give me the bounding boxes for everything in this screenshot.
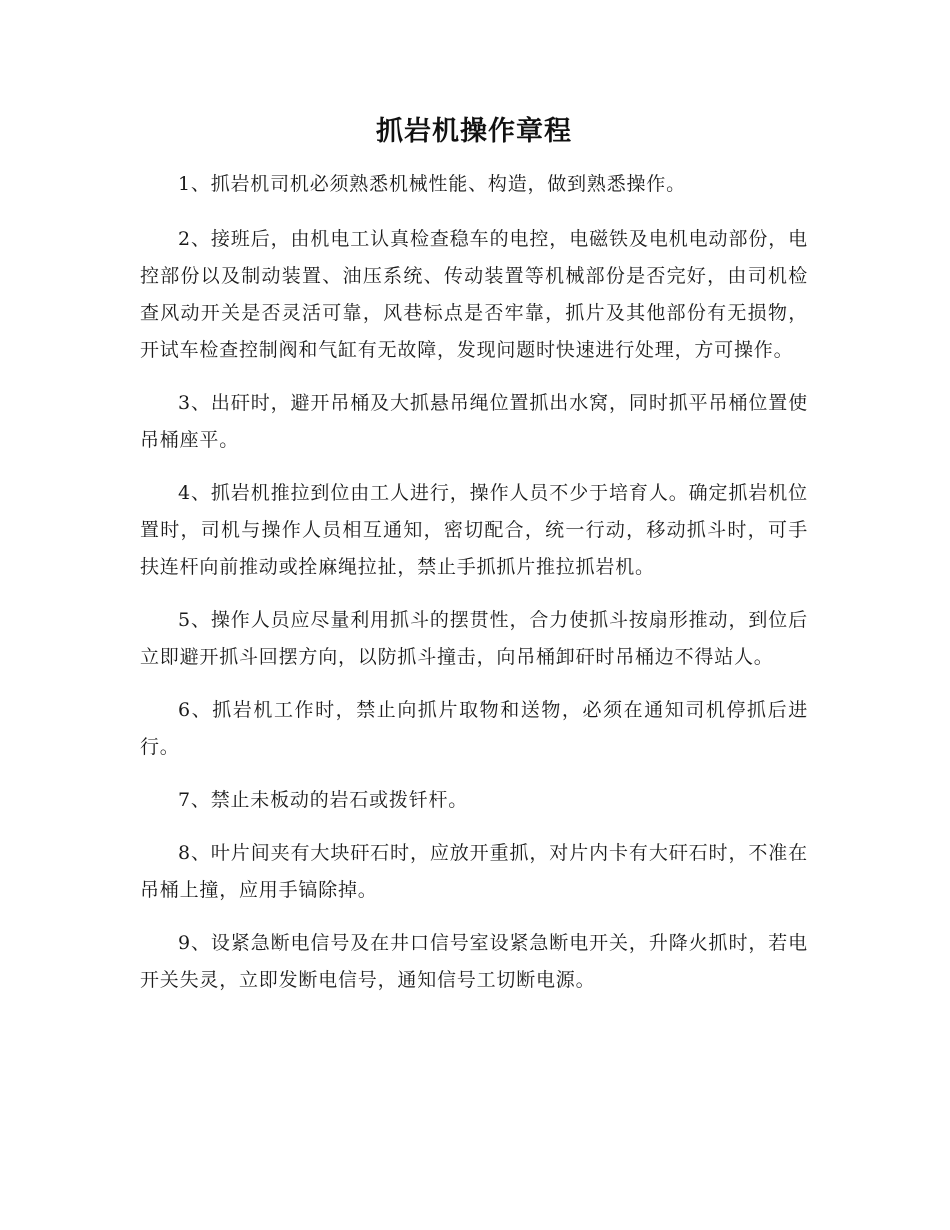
document-page: [140, 110, 808, 1015]
clause-5: 5、操作人员应尽量利用抓斗的摆贯性，合力使抓斗按扇形推动，到位后立即避开抓斗回摆方向，以防抓斗撞击，向吊桶卸矸时吊桶边不得站人。: [140, 609, 808, 668]
clause-3: 3、出矸时，避开吊桶及大抓悬吊绳位置抓出水窝，同时抓平吊桶位置使吊桶座平。: [140, 392, 808, 451]
clause-9: 9、设紧急断电信号及在井口信号室设紧急断电开关，升降火抓时，若电开关失灵，立即发断电信号，通知信号工切断电源。: [140, 932, 808, 991]
clause-4: 4、抓岩机推拉到位由工人进行，操作人员不少于培育人。确定抓岩机位置时，司机与操作人员相互通知，密切配合，统一行动，移动抓斗时，可手扶连杆向前推动或拴麻绳拉扯，禁止手抓抓片推拉抓岩机。: [140, 482, 808, 578]
clause-2: 2、接班后，由机电工认真检查稳车的电控，电磁铁及电机电动部份，电控部份以及制动装置、油压系统、传动装置等机械部份是否完好，由司机检查风动开关是否灵活可靠，风巷标点是否牢靠，抓片及其他部份有无损物，开试车检查控制阀和气缸有无故障，发现问题时快速进行处理，方可操作。: [140, 228, 808, 361]
document-title: 抓岩机操作章程: [376, 116, 572, 147]
clause-8: 8、叶片间夹有大块矸石时，应放开重抓，对片内卡有大矸石时，不准在吊桶上撞，应用手镐除掉。: [140, 842, 808, 901]
clause-6: 6、抓岩机工作时，禁止向抓片取物和送物，必须在通知司机停抓后进行。: [140, 699, 808, 758]
clause-1: 1、抓岩机司机必须熟悉机械性能、构造，做到熟悉操作。: [178, 173, 686, 195]
clause-list: [140, 166, 808, 999]
clause-7: 7、禁止未板动的岩石或拨钎杆。: [178, 789, 469, 811]
